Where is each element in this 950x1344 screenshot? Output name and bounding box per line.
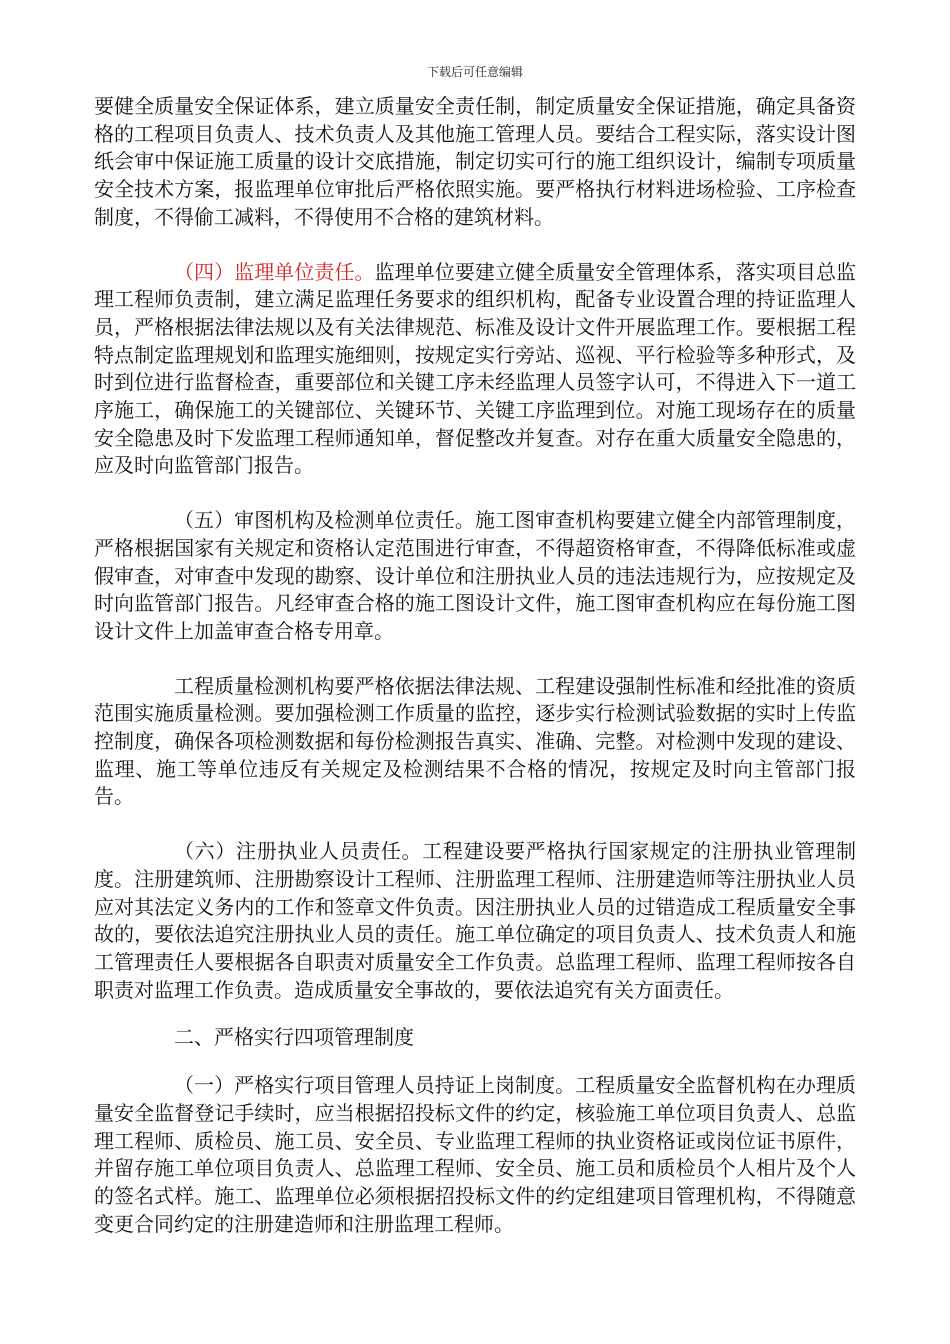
section-title-four-systems: 二、严格实行四项管理制度 [174,1025,414,1050]
paragraph-testing-agency: 工程质量检测机构要严格依据法律法规、工程建设强制性标准和经批准的资质范围实施质量检测。要加强检测工作质量的监控，逐步实行检测试验数据的实时上传监控制度，确保各项检测数据和每份检测报告真实、准确、完整。对检测中发现的建设、监理、施工等单位违反有关规定及检测结果不合格的情况，按规定及时向主管部门报告。 [94,673,856,809]
section-heading-supervision: （四）监理单位责任。 [174,259,375,284]
paragraph-construction-unit-duties: 要健全质量安全保证体系，建立质量安全责任制，制定质量安全保证措施，确定具备资格的工程项目负责人、技术负责人及其他施工管理人员。要结合工程实际，落实设计图纸会审中保证施工质量的设计交底措施，制定切实可行的施工组织设计，编制专项质量安全技术方案，报监理单位审批后严格依照实施。要严格执行材料进场检验、工序检查制度，不得偷工减料，不得使用不合格的建筑材料。 [94,94,856,229]
document-body [94,93,856,1265]
paragraph-review-and-testing-responsibility: （五）审图机构及检测单位责任。施工图审查机构要建立健全内部管理制度，严格根据国家有关规定和资格认定范围进行审查，不得超资格审查，不得降低标准或虚假审查，对审查中发现的勘察、设计单位和注册执业人员的违法违规行为，应按规定及时向监管部门报告。凡经审查合格的施工图设计文件，施工图审查机构应在每份施工图设计文件上加盖审查合格专用章。 [94,508,856,643]
paragraph-registered-practitioners: （六）注册执业人员责任。工程建设要严格执行国家规定的注册执业管理制度。注册建筑师、注册勘察设计工程师、注册监理工程师、注册建造师等注册执业人员应对其法定义务内的工作和签章文件负责。因注册执业人员的过错造成工程质量安全事故的，要依法追究注册执业人员的责任。施工单位确定的项目负责人、技术负责人和施工管理责任人要根据各自职责对质量安全工作负责。总监理工程师、监理工程师按各自职责对监理工作负责。造成质量安全事故的，要依法追究有关方面责任。 [94,839,856,1002]
paragraph-supervision-unit-responsibility [94,259,856,481]
paragraph-supervision-text: 监理单位要建立健全质量安全管理体系，落实项目总监理工程师负责制，建立满足监理任务要求的组织机构，配备专业设置合理的持证监理人员，严格根据法律法规以及有关法律规范、标准及设计文件开展监理工作。要根据工程特点制定监理规划和监理实施细则，按规定实行旁站、巡视、平行检验等多种形式，及时到位进行监督检查，重要部位和关键工序未经监理人员签字认可，不得进入下一道工序施工，确保施工的关键部位、关键环节、关键工序监理到位。对施工现场存在的质量安全隐患及时下发监理工程师通知单，督促整改并复查。对存在重大质量安全隐患的，应及时向监管部门报告。 [94,259,857,478]
paragraph-certified-personnel-system: （一）严格实行项目管理人员持证上岗制度。工程质量安全监督机构在办理质量安全监督登记手续时，应当根据招投标文件的约定，核验施工单位项目负责人、总监理工程师、质检员、施工员、安全员、专业监理工程师的执业资格证或岗位证书原件，并留存施工单位项目负责人、总监理工程师、安全员、施工员和质检员个人相片及个人的签名式样。施工、监理单位必须根据招投标文件的约定组建项目管理机构，不得随意变更合同约定的注册建造师和注册监理工程师。 [94,1073,856,1236]
page-header: 下载后可任意编辑 [426,65,523,79]
